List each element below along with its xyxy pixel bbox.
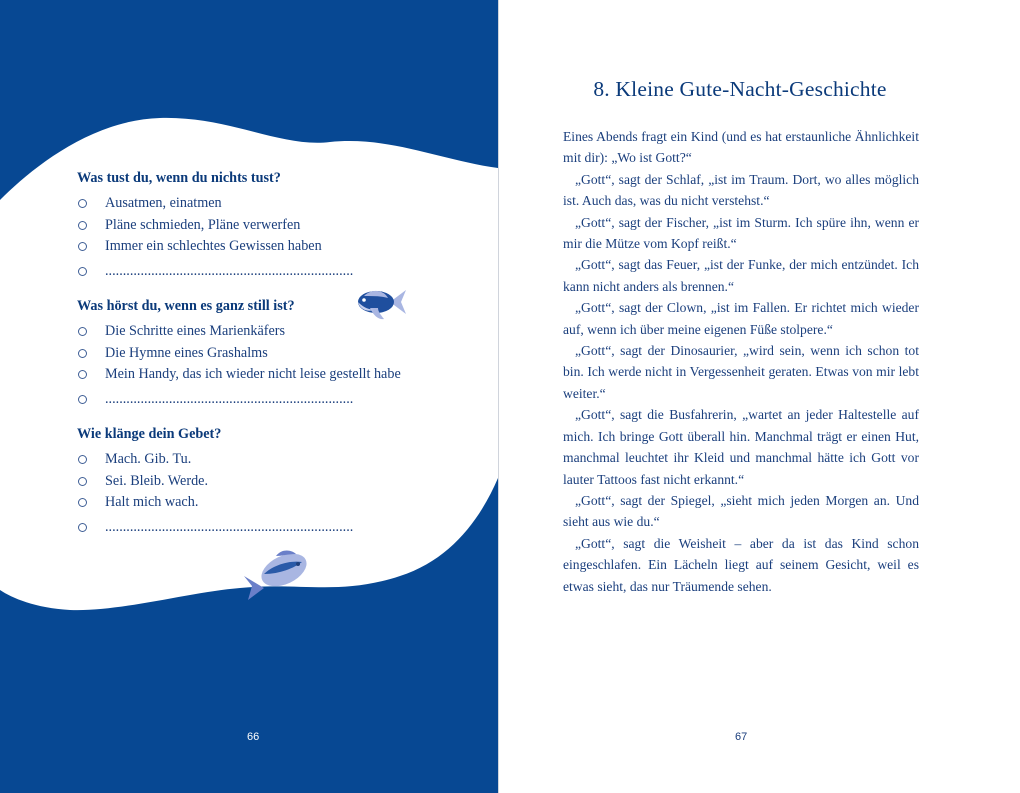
option-label: Ausatmen, einatmen: [105, 195, 222, 211]
question-group: [77, 168, 457, 282]
fish-icon: [354, 284, 408, 322]
left-page: [0, 0, 498, 793]
radio-circle[interactable]: [78, 370, 87, 379]
option-label: Immer ein schlechtes Gewissen haben: [105, 238, 322, 254]
radio-circle[interactable]: [78, 523, 87, 532]
fish-icon: [242, 548, 312, 602]
question-3: Wie klänge dein Gebet?: [77, 426, 222, 442]
chapter-title: 8. Kleine Gute-Nacht-Geschichte: [593, 77, 887, 101]
blank-line: ......................................................................: [105, 390, 354, 407]
radio-circle[interactable]: [78, 395, 87, 404]
blank-line: ......................................................................: [105, 518, 354, 535]
option-label: Die Schritte eines Marienkäfers: [105, 323, 286, 339]
story-paragraph: „Gott“, sagt der Clown, „ist im Fallen. Er richtet mich wieder auf, wenn ich über meine eigenen Füße stolpere.“: [563, 300, 919, 337]
story-paragraph: „Gott“, sagt der Fischer, „ist im Sturm. Ich spüre ihn, wenn er mir die Mütze vom Kopf reißt.“: [563, 214, 919, 252]
option-1-1[interactable]: [77, 193, 457, 215]
option-2-3[interactable]: [77, 364, 457, 386]
radio-circle[interactable]: [78, 221, 87, 230]
blank-line: ......................................................................: [105, 262, 354, 279]
story-paragraph: „Gott“, sagt das Feuer, „ist der Funke, der mich entzündet. Ich kann nicht anders als brennen.“: [563, 257, 919, 294]
option-1-blank[interactable]: [77, 261, 457, 283]
radio-circle[interactable]: [78, 199, 87, 208]
option-3-2[interactable]: [77, 471, 457, 493]
page-number-right: 67: [735, 731, 748, 743]
questionnaire: [77, 168, 457, 552]
page-number-left: 66: [247, 731, 260, 743]
question-group: [77, 424, 457, 538]
option-label: Sei. Bleib. Werde.: [105, 472, 209, 489]
option-2-blank[interactable]: [77, 389, 457, 411]
story-paragraph: „Gott“, sagt die Weisheit – aber da ist das Kind schon eingeschlafen. Ein Lächeln liegt auf seinem Gesicht, weil es etwas sieht, das nur Träumende sehen.: [563, 535, 919, 594]
story-paragraph: „Gott“, sagt die Busfahrerin, „wartet an jeder Haltestelle auf mich. Ich bringe Gott überall hin. Manchmal trägt er einen Hut, manchmal leuchtet ihr Kleid und manchmal hätte ich Gott vor lauter Tattoos fast nicht erkannt.“: [563, 407, 919, 487]
option-3-3[interactable]: [77, 492, 457, 514]
option-2-1[interactable]: [77, 321, 457, 343]
story-paragraph: Eines Abends fragt ein Kind (und es hat erstaunliche Ähnlichkeit mit dir): „Wo ist Gott?“: [563, 129, 919, 166]
radio-circle[interactable]: [78, 242, 87, 251]
story-paragraph: „Gott“, sagt der Schlaf, „ist im Traum. Dort, wo alles möglich ist. Auch das, was du nicht verstehst.“: [563, 171, 919, 209]
radio-circle[interactable]: [78, 327, 87, 336]
option-label: Die Hymne eines Grashalms: [105, 344, 268, 361]
option-label: Pläne schmieden, Pläne verwerfen: [105, 216, 301, 233]
radio-circle[interactable]: [78, 498, 87, 507]
question-1: Was tust du, wenn du nichts tust?: [77, 170, 281, 186]
radio-circle[interactable]: [78, 455, 87, 464]
radio-circle[interactable]: [78, 267, 87, 276]
radio-circle[interactable]: [78, 477, 87, 486]
story-paragraph: „Gott“, sagt der Dinosaurier, „wird sein, wenn ich schon tot bin. Ich werde nicht in Vergessenheit geraten. Etwas von mir lebt weiter.“: [563, 343, 919, 401]
option-3-1[interactable]: [77, 449, 457, 471]
option-1-3[interactable]: [77, 236, 457, 258]
option-2-2[interactable]: [77, 343, 457, 365]
story-text: [563, 126, 919, 597]
story-paragraph: „Gott“, sagt der Spiegel, „sieht mich jeden Morgen an. Und sieht aus wie du.“: [563, 492, 919, 530]
option-1-2[interactable]: [77, 215, 457, 237]
option-label: Mach. Gib. Tu.: [105, 451, 192, 467]
option-label: Mein Handy, das ich wieder nicht leise gestellt habe: [105, 366, 401, 382]
option-label: Halt mich wach.: [105, 494, 199, 510]
option-3-blank[interactable]: [77, 517, 457, 539]
question-2: Was hörst du, wenn es ganz still ist?: [77, 298, 295, 314]
radio-circle[interactable]: [78, 349, 87, 358]
